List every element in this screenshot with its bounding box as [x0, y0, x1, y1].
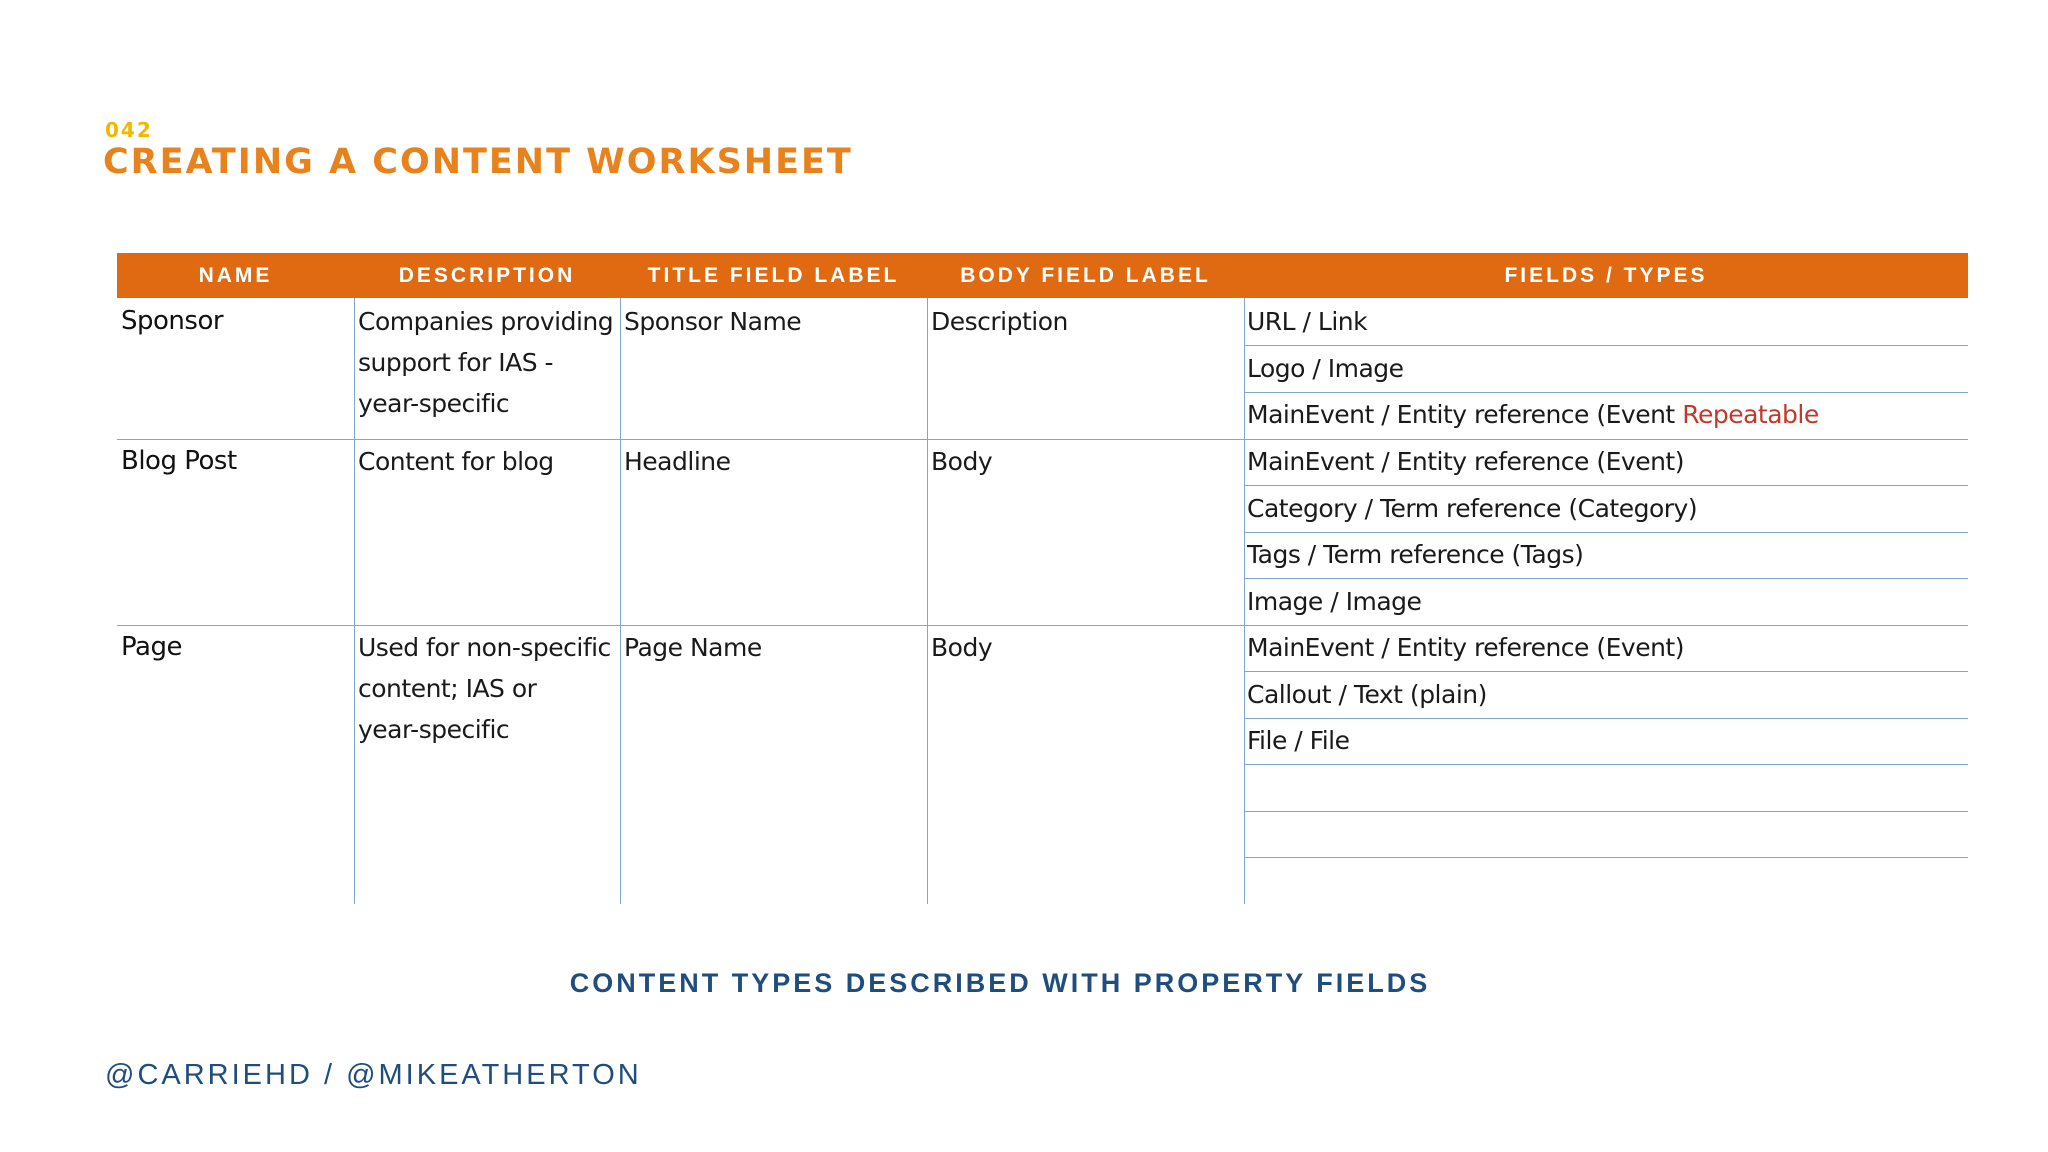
field-text: MainEvent / Entity reference (Event: [1247, 400, 1675, 429]
field-divider: [1244, 857, 1968, 858]
field-url-link: URL / Link: [1247, 307, 1368, 336]
header-fields-types: FIELDS / TYPES: [1504, 264, 1708, 287]
field-divider: [1244, 811, 1968, 812]
row-sponsor-description: [358, 301, 613, 424]
row-blog-post-body-label: Body: [931, 447, 993, 476]
grid-vline: [1244, 298, 1245, 904]
row-divider: [117, 439, 1968, 440]
row-sponsor-name: Sponsor: [121, 306, 224, 336]
field-mainevent-entity-reference: MainEvent / Entity reference (Event): [1247, 633, 1684, 662]
field-file-file: File / File: [1247, 726, 1350, 755]
slide-number: 042: [105, 118, 153, 142]
description-line: year-specific: [358, 389, 510, 418]
repeatable-note: Repeatable: [1682, 400, 1819, 429]
row-blog-post-title-label: Headline: [624, 447, 731, 476]
row-blog-post-name: Blog Post: [121, 446, 237, 476]
field-logo-image: Logo / Image: [1247, 354, 1404, 383]
row-page-body-label: Body: [931, 633, 993, 662]
row-page-name: Page: [121, 632, 182, 662]
table-header: [117, 253, 1968, 298]
description-line: year-specific: [358, 715, 510, 744]
description-line: support for IAS -: [358, 348, 554, 377]
header-body-field-label: BODY FIELD LABEL: [960, 264, 1211, 287]
field-mainevent-entity-reference: [1247, 392, 1819, 438]
header-title-field-label: TITLE FIELD LABEL: [647, 264, 900, 287]
author-credits: @CARRIEHD / @MIKEATHERTON: [105, 1059, 642, 1091]
field-image-image: Image / Image: [1247, 587, 1422, 616]
description-line: content; IAS or: [358, 674, 537, 703]
description-line: Companies providing: [358, 307, 614, 336]
field-callout-text-plain: Callout / Text (plain): [1247, 680, 1487, 709]
field-tags-term-reference: Tags / Term reference (Tags): [1247, 540, 1584, 569]
description-line: Content for blog: [358, 447, 554, 476]
field-divider: [1244, 764, 1968, 765]
row-page-description: [358, 627, 611, 750]
row-blog-post-description: [358, 441, 554, 482]
description-line: Used for non-specific: [358, 633, 611, 662]
row-sponsor-title-label: Sponsor Name: [624, 307, 802, 336]
grid-vline: [354, 298, 355, 904]
row-page-title-label: Page Name: [624, 633, 762, 662]
row-divider: [117, 625, 1968, 626]
field-mainevent-entity-reference: MainEvent / Entity reference (Event): [1247, 447, 1684, 476]
slide-title: CREATING A CONTENT WORKSHEET: [103, 142, 853, 182]
content-worksheet-table: [117, 253, 1968, 904]
header-description: DESCRIPTION: [398, 264, 576, 287]
field-category-term-reference: Category / Term reference (Category): [1247, 494, 1698, 523]
grid-vline: [927, 298, 928, 904]
header-name: NAME: [198, 264, 273, 287]
row-sponsor-body-label: Description: [931, 307, 1068, 336]
field-divider: [1244, 718, 1968, 719]
figure-caption: CONTENT TYPES DESCRIBED WITH PROPERTY FIELDS: [569, 968, 1431, 998]
grid-vline: [620, 298, 621, 904]
